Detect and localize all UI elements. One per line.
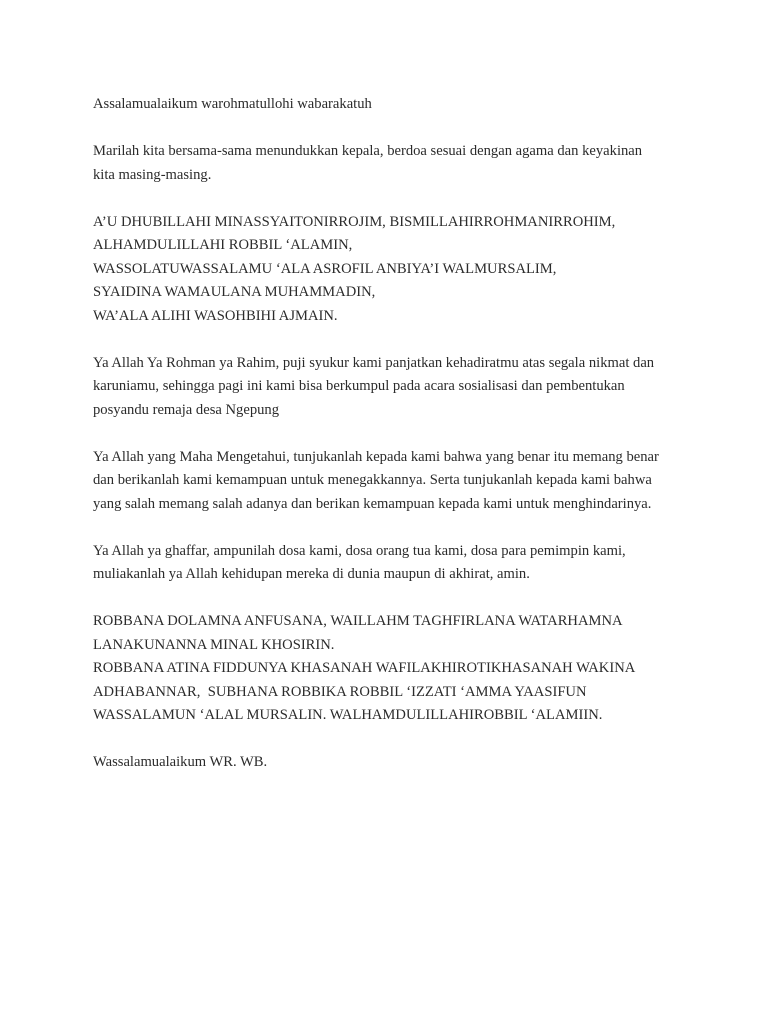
gratitude-paragraph bbox=[93, 352, 733, 423]
farewell-paragraph bbox=[93, 751, 733, 775]
opening-prayer-line: ALHAMDULILLAHI ROBBIL ‘ALAMIN, bbox=[93, 237, 353, 253]
intro-line: Marilah kita bersama-sama menundukkan kepala, berdoa sesuai dengan agama dan keyakinan bbox=[93, 143, 643, 159]
closing-prayer-line: ROBBANA DOLAMNA ANFUSANA, WAILLAHM TAGHFIRLANA WATARHAMNA bbox=[93, 613, 623, 629]
gratitude-line: Ya Allah Ya Rohman ya Rahim, puji syukur kami panjatkan kehadiratmu atas segala nikmat dan bbox=[93, 354, 655, 371]
closing-prayer-line: ADHABANNAR, SUBHANA ROBBIKA ROBBIL ‘IZZATI ‘AMMA YAASIFUN bbox=[93, 683, 587, 700]
gratitude-line: karuniamu, sehingga pagi ini kami bisa berkumpul pada acara sosialisasi dan pembentukan bbox=[93, 378, 625, 394]
greeting-line: Assalamualaikum warohmatullohi wabarakatuh bbox=[93, 96, 372, 112]
closing-prayer-paragraph bbox=[93, 610, 733, 728]
opening-prayer-line: WA’ALA ALIHI WASOHBIHI AJMAIN. bbox=[93, 307, 338, 324]
guidance-paragraph bbox=[93, 446, 733, 517]
opening-prayer-paragraph bbox=[93, 211, 733, 329]
guidance-line: yang salah memang salah adanya dan berikan kemampuan kepada kami untuk menghindarinya. bbox=[93, 495, 652, 512]
forgiveness-paragraph bbox=[93, 540, 733, 587]
greeting-paragraph bbox=[93, 93, 733, 117]
intro-paragraph bbox=[93, 140, 733, 187]
document-body bbox=[93, 93, 733, 798]
closing-prayer-line: WASSALAMUN ‘ALAL MURSALIN. WALHAMDULILLAHIROBBIL ‘ALAMIIN. bbox=[93, 707, 603, 723]
gratitude-line: posyandu remaja desa Ngepung bbox=[93, 401, 280, 418]
opening-prayer-line: SYAIDINA WAMAULANA MUHAMMADIN, bbox=[93, 284, 376, 300]
closing-prayer-line: ROBBANA ATINA FIDDUNYA KHASANAH WAFILAKHIROTIKHASANAH WAKINA bbox=[93, 660, 636, 676]
closing-prayer-line: LANAKUNANNA MINAL KHOSIRIN. bbox=[93, 636, 335, 653]
guidance-line: dan berikanlah kami kemampuan untuk menegakkannya. Serta tunjukanlah kepada kami bahwa bbox=[93, 472, 652, 488]
opening-prayer-line: A’U DHUBILLAHI MINASSYAITONIRROJIM, BISMILLAHIRROHMANIRROHIM, bbox=[93, 213, 616, 230]
forgiveness-line: Ya Allah ya ghaffar, ampunilah dosa kami, dosa orang tua kami, dosa para pemimpin kami, bbox=[93, 542, 626, 559]
intro-line: kita masing-masing. bbox=[93, 166, 212, 183]
farewell-line: Wassalamualaikum WR. WB. bbox=[93, 754, 268, 770]
forgiveness-line: muliakanlah ya Allah kehidupan mereka di dunia maupun di akhirat, amin. bbox=[93, 566, 530, 582]
guidance-line: Ya Allah yang Maha Mengetahui, tunjukanlah kepada kami bahwa yang benar itu memang benar bbox=[93, 448, 659, 465]
opening-prayer-line: WASSOLATUWASSALAMU ‘ALA ASROFIL ANBIYA’I WALMURSALIM, bbox=[93, 260, 557, 277]
